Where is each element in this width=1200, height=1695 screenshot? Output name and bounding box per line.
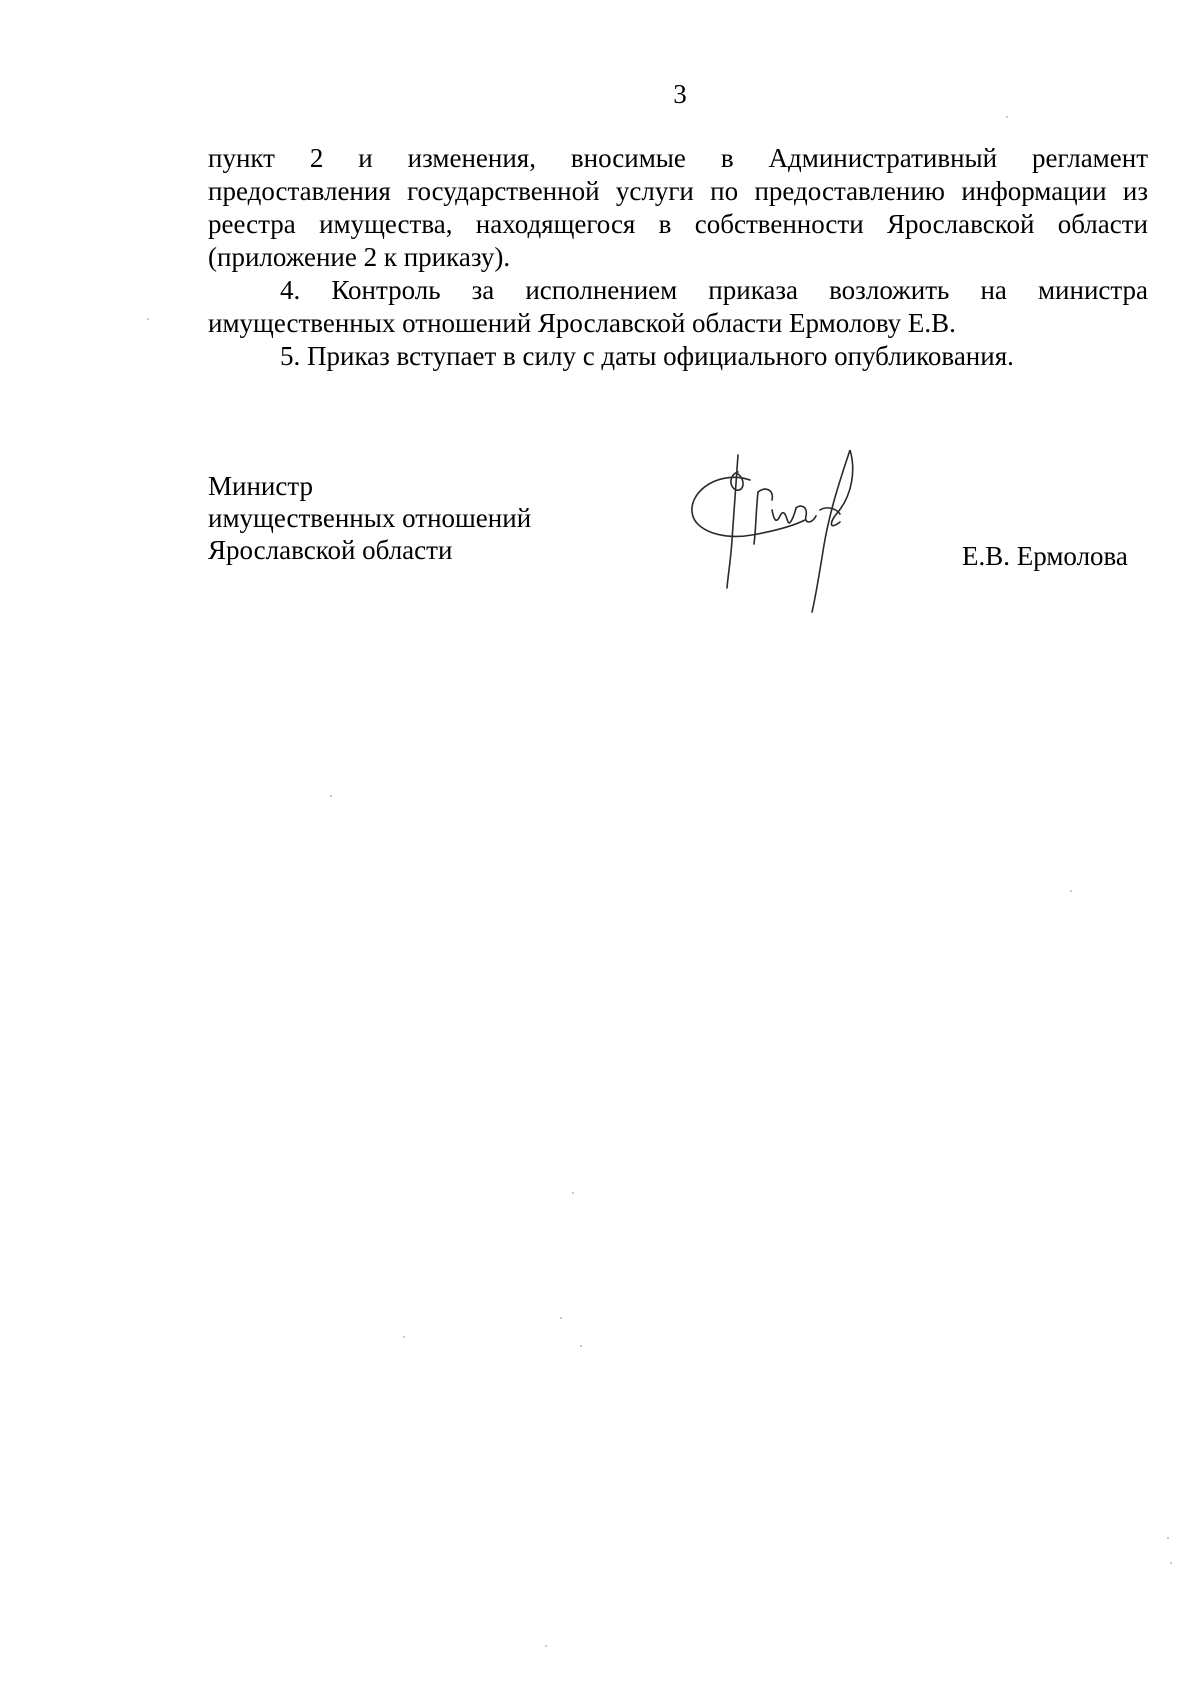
scan-speck xyxy=(1006,116,1008,118)
scan-speck xyxy=(330,795,332,797)
scan-speck xyxy=(1170,1562,1172,1564)
scan-speck xyxy=(147,318,149,320)
paragraph-line: предоставления государственной услуги по предоставлению информации из xyxy=(208,176,1148,206)
scan-speck xyxy=(580,1345,582,1347)
paragraph-line: 4. Контроль за исполнением приказа возложить на министра xyxy=(280,275,1148,305)
paragraph-5 xyxy=(208,340,1148,373)
paragraph-line: 5. Приказ вступает в силу с даты официального опубликования. xyxy=(280,341,1014,371)
position-department: имущественных отношений xyxy=(208,503,532,533)
scan-speck xyxy=(560,1317,562,1319)
scan-speck xyxy=(1167,1537,1169,1539)
paragraph-line: имущественных отношений Ярославской области Ермолову Е.В. xyxy=(208,308,956,338)
position-region: Ярославской области xyxy=(208,535,453,565)
scan-speck xyxy=(1070,890,1072,892)
signer-name: Е.В. Ермолова xyxy=(962,541,1128,571)
paragraph-line: (приложение 2 к приказу). xyxy=(208,242,511,272)
paragraph-4 xyxy=(208,274,1148,340)
page-number-text: 3 xyxy=(673,79,687,109)
page-number xyxy=(0,78,1200,110)
paragraph-line: пункт 2 и изменения, вносимые в Административный регламент xyxy=(208,143,1148,173)
position-title: Министр xyxy=(208,471,313,501)
paragraph-line: реестра имущества, находящегося в собственности Ярославской области xyxy=(208,209,1148,239)
scan-speck xyxy=(572,1192,574,1194)
scan-speck xyxy=(545,1645,547,1647)
scan-speck xyxy=(403,1336,405,1338)
paragraph-continued xyxy=(208,142,1148,274)
handwritten-signature xyxy=(680,450,900,615)
signatory-position xyxy=(208,470,531,566)
